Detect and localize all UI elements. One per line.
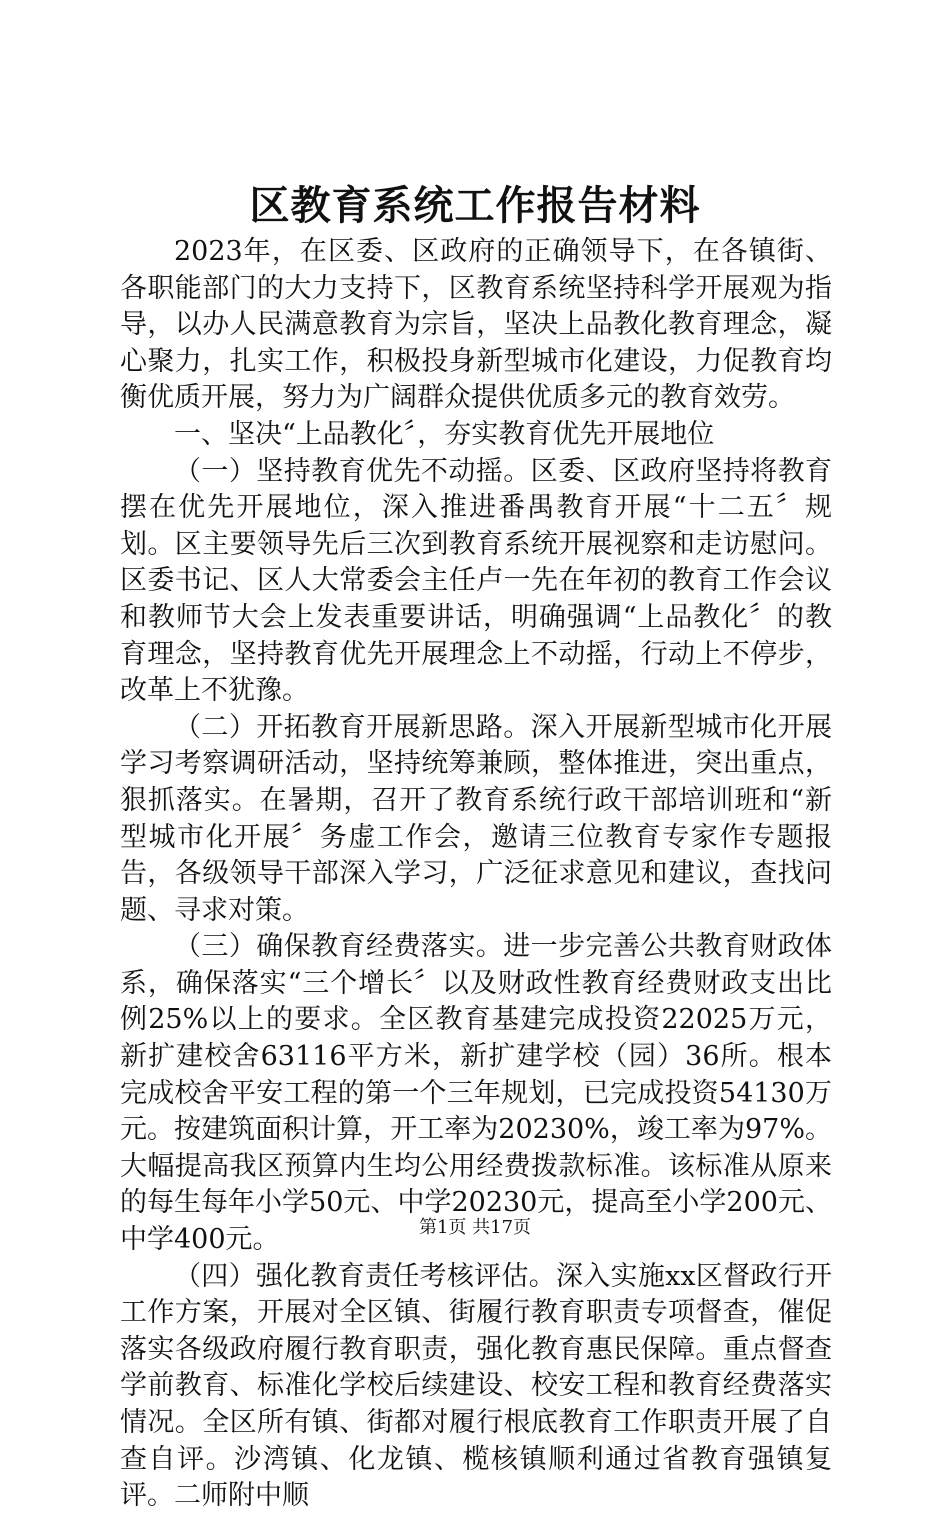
paragraph-item-2: （二）开拓教育开展新思路。深入开展新型城市化开展学习考察调研活动，坚持统筹兼顾，整体推进，突出重点，狠抓落实。在暑期，召开了教育系统行政干部培训班和“新型城市化开展〞务虚工作会，邀请三位教育专家作专题报告，各级领导干部深入学习，广泛征求意见和建议，查找问题、寻求对策。 [120,711,832,926]
section-heading: 一、坚决“上品教化〞，夯实教育优先开展地位 [174,418,715,450]
paragraph-item-1: （一）坚持教育优先不动摇。区委、区政府坚持将教育摆在优先开展地位，深入推进番禺教育开展“十二五〞规划。区主要领导先后三次到教育系统开展视察和走访慰问。区委书记、区人大常委会主任卢一先在年初的教育工作会议和教师节大会上发表重要讲话，明确强调“上品教化〞的教育理念，坚持教育优先开展理念上不动摇，行动上不停步，改革上不犹豫。 [120,455,832,707]
paragraph-item-3: （三）确保教育经费落实。进一步完善公共教育财政体系，确保落实“三个增长〞以及财政性教育经费财政支出比例25%以上的要求。全区教育基建完成投资22025万元，新扩建校舍63116平方米，新扩建学校（园）36所。根本完成校舍平安工程的第一个三年规划，已完成投资54130万元。按建筑面积计算，开工率为20230%，竣工率为97%。大幅提高我区预算内生均公用经费拨款标准。该标准从原来的每生每年小学50元、中学20230元，提高至小学200元、中学400元。 [120,931,832,1256]
paragraph-item-4: （四）强化教育责任考核评估。深入实施xx区督政行开工作方案，开展对全区镇、街履行教育职责专项督查，催促落实各级政府履行教育职责，强化教育惠民保障。重点督查学前教育、标准化学校后续建设、校安工程和教育经费落实情况。全区所有镇、街都对履行根底教育工作职责开展了自查自评。沙湾镇、化龙镇、榄核镇顺利通过省教育强镇复评。二师附中顺 [120,1260,832,1512]
intro-paragraph: 2023年，在区委、区政府的正确领导下，在各镇街、各职能部门的大力支持下，区教育系统坚持科学开展观为指导，以办人民满意教育为宗旨，坚决上品教化教育理念，凝心聚力，扎实工作，积极投身新型城市化建设，力促教育均衡优质开展，努力为广阔群众提供优质多元的教育效劳。 [120,236,832,414]
document-title: 区教育系统工作报告材料 [249,182,701,229]
document-body [120,234,832,1515]
page-number-footer: 第1页 共17页 [418,1217,532,1238]
